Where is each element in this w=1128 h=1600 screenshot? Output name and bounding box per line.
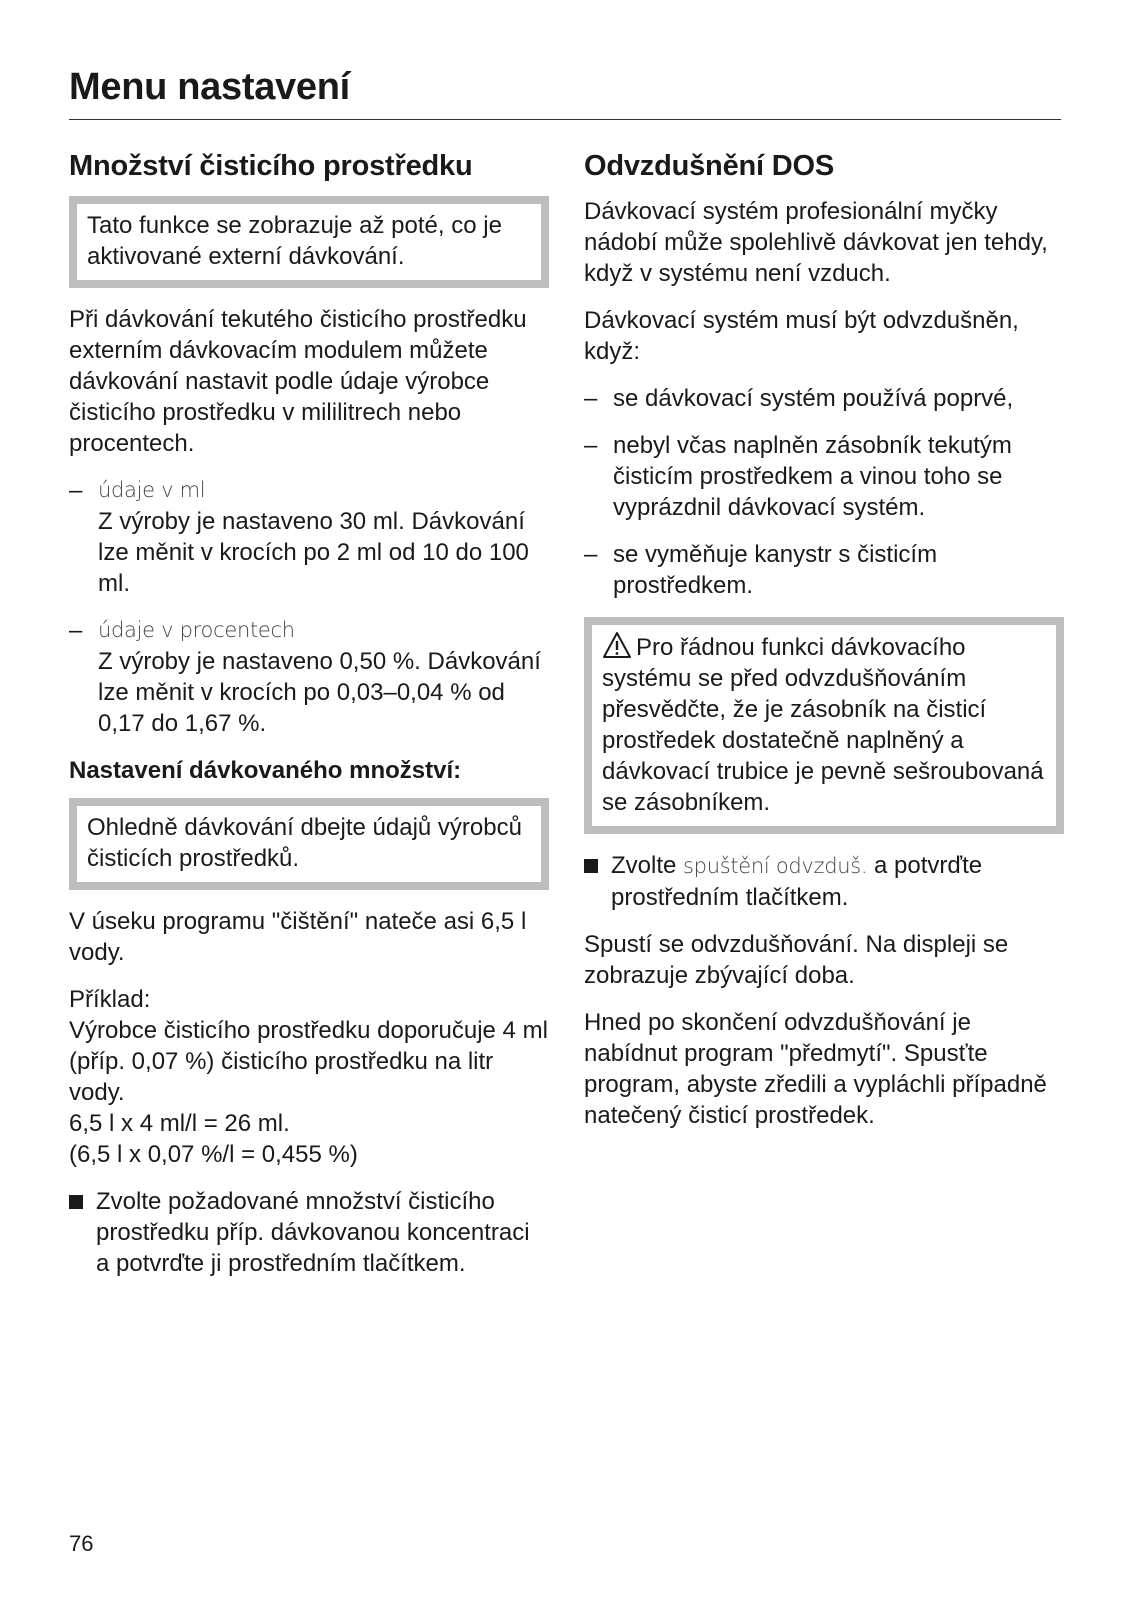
- display-option-label: údaje v procentech: [98, 618, 295, 642]
- right-column: [584, 146, 1064, 1147]
- display-menu-label: spuštění odvzduš.: [683, 854, 868, 878]
- instruction-text-before: Zvolte: [611, 852, 677, 879]
- water-amount-paragraph: V úseku programu "čištění" nateče asi 6,5 l vody.: [69, 908, 527, 966]
- section-heading-dos-venting: Odvzdušnění DOS: [584, 150, 834, 182]
- instruction-text: Zvolte požadované množství čisticího prostředku příp. dávkovanou koncentraci a potvrďte ji prostředním tlačítkem.: [96, 1188, 530, 1277]
- paragraph: Hned po skončení odvzdušňování je nabídnut program "předmytí". Spusťte program, abyste zředili a vypláchli případně natečený čisticí prostředek.: [584, 1009, 1047, 1129]
- display-option-label: údaje v ml: [98, 478, 206, 502]
- example-line: 6,5 l x 4 ml/l = 26 ml.: [69, 1110, 290, 1137]
- warning-note-box: [584, 617, 1064, 834]
- left-column: [69, 146, 549, 1295]
- intro-paragraph: Při dávkování tekutého čisticího prostředku externím dávkovacím modulem můžete dávkování nastavit podle údaje výrobce čisticího prostředku v mililitrech nebo procentech.: [69, 306, 527, 457]
- dash-bullet: –: [69, 617, 83, 644]
- page-title: Menu nastavení: [69, 66, 350, 108]
- info-note-box: [69, 798, 549, 890]
- square-bullet-icon: [69, 1195, 83, 1209]
- option-item-percent: [69, 615, 549, 739]
- paragraph: Spustí se odvzdušňování. Na displeji se zobrazuje zbývající doba.: [584, 931, 1009, 989]
- list-item-text: nebyl včas naplněn zásobník tekutým čisticím prostředkem a vinou toho se vyprázdnil dávkovací systém.: [613, 432, 1012, 521]
- square-bullet-icon: [584, 859, 598, 873]
- option-description: Z výroby je nastaveno 30 ml. Dávkování lze měnit v krocích po 2 ml od 10 do 100 ml.: [98, 508, 529, 597]
- paragraph: Dávkovací systém profesionální myčky nádobí může spolehlivě dávkovat jen tehdy, když v systému není vzduch.: [584, 198, 1048, 287]
- list-item-text: se dávkovací systém používá poprvé,: [613, 385, 1014, 412]
- dash-bullet: –: [584, 432, 598, 459]
- option-description: Z výroby je nastaveno 0,50 %. Dávkování lze měnit v krocích po 0,03–0,04 % od 0,17 do 1,67 %.: [98, 648, 541, 737]
- example-line: (6,5 l x 0,07 %/l = 0,455 %): [69, 1141, 358, 1168]
- subheading-dosing-setting: Nastavení dávkovaného množství:: [69, 757, 462, 784]
- paragraph: Dávkovací systém musí být odvzdušněn, když:: [584, 307, 1019, 365]
- example-block: [69, 984, 549, 1170]
- instruction-text-after: a potvrďte prostředním tlačítkem.: [611, 852, 983, 911]
- info-note-box: [69, 196, 549, 288]
- option-item-ml: [69, 475, 549, 599]
- dash-bullet: –: [584, 541, 598, 568]
- page-number: 76: [69, 1531, 94, 1556]
- instruction-step: [69, 1186, 549, 1279]
- example-label: Příklad:: [69, 986, 151, 1013]
- warning-text: Pro řádnou funkci dávkovacího systému se před odvzdušňováním přesvědčte, že je zásobník na čisticí prostředek dostatečně naplněný a dávkovací trubice je pevně sešroubovaná se zásobníkem.: [602, 634, 1044, 816]
- dash-bullet: –: [584, 385, 598, 412]
- list-item: [584, 430, 1064, 523]
- list-item: [584, 539, 1064, 601]
- info-note-text: Ohledně dávkování dbejte údajů výrobců čisticích prostředků.: [87, 814, 522, 872]
- info-note-text: Tato funkce se zobrazuje až poté, co je aktivované externí dávkování.: [87, 212, 502, 270]
- example-line: Výrobce čisticího prostředku doporučuje 4 ml (příp. 0,07 %) čisticího prostředku na litr vody.: [69, 1017, 548, 1106]
- section-heading-detergent-amount: Množství čisticího prostředku: [69, 150, 473, 182]
- dash-bullet: –: [69, 477, 83, 504]
- instruction-step: [584, 850, 1064, 913]
- list-item: [584, 383, 1064, 414]
- warning-triangle-icon: [602, 631, 632, 659]
- title-divider: [69, 119, 1061, 120]
- list-item-text: se vyměňuje kanystr s čisticím prostředkem.: [613, 541, 938, 599]
